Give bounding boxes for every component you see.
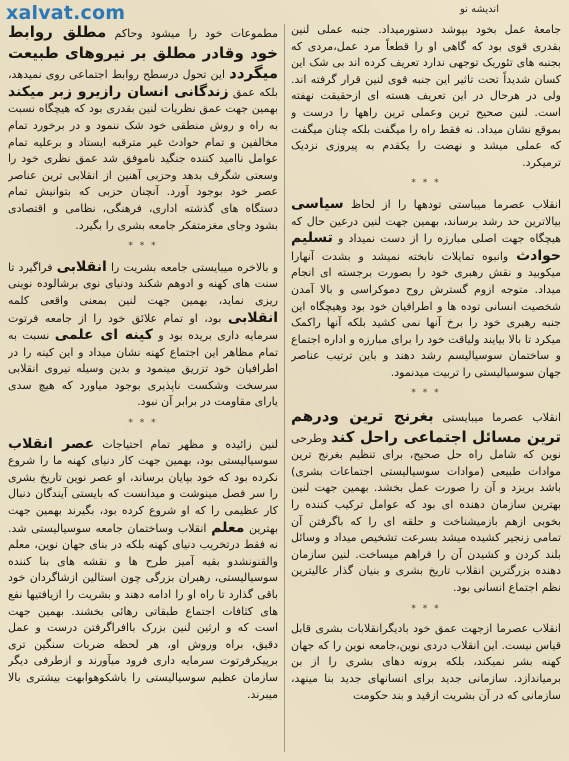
emphasis-text: سیاسی <box>291 195 344 212</box>
text-run: این تحول درسطح روابط اجتماعی روی نمیدهد، بلکه عمق <box>8 68 278 99</box>
emphasis-text: زندگانی انسان رازیرو زبر میکند <box>8 83 229 100</box>
paragraph <box>8 436 278 704</box>
text-run: و بالاخره میبایستی جامعه بشریت را <box>110 260 278 274</box>
section-separator: * * * <box>411 178 441 189</box>
emphasis-text: کینه ای علمی <box>54 327 153 344</box>
text-run: انقلاب وساختمان جامعه سوسیالیستی شد. نه فقط درتخریب دنیای کهنه بلکه در بنای جهان نوین، معلم والقنونشدو بقیه آمیز طرح ها و نقشه های بنا کننده سوسیالیستی، رهبران بزرگی چون استالین ازشاگردان خود باقی گذارد تا راه او را ادامه دهند و بشریت را ازیافتیها نفع های کثافات اجتماع طبقاتی رهائی بخشند. بهمین جهت است که و ارثین لنین بزرک باافراگرفتن درست و عمل دقیق، براه وروش او، هر لحظه ضربات سنگین تری برپیکرفرتوت سرمایه داری فرود میآورند و ازطرفی دیگر سازمان عظیم سوسیالیستی را باشکوهوابهت بیشتری بالا میبرند. <box>8 521 278 701</box>
text-run: انقلاب عصرما میبایستی <box>442 411 561 425</box>
right-column <box>291 22 561 754</box>
text-run: وانبوه تمایلات نابخته نمیشد و بشدت آنهارا میکوبید و نقش رهبری خود را بصورت برجسته ای انجام میداد. متوجه ازوم گسترش روح دموکراسی و بالا آمدن شخصیت انسانی توده ها و اطرافیان خود بود وهیچگاه این جنبه رهبری خود را برخ آنها نمی کشید بلکه آنها راکمک میکرد تا بالا بیایند ولیاقت خود را برای مبارزه و اداره اجتماع و ساختمان سوسیالیسم رشد دهند و باین ترتیب عناصر جهان سوسیالیستی را تربیت میدنمود. <box>291 249 561 379</box>
paragraph: جامعهٔ عمل بخود بپوشد دستورمیداد. جنبه عملی لنین بقدری قوی بود که گاهی او را قطعاً مرد عمل،مردی که بجنبه های تئوریک توجهی ندارد تعریف کرده اند بی شک این کسان شدیداً تحت تاثیر این جنبه قوی لنین قرار گرفته اند. ولی در هرحال در این تعریف هسته ای ازحقیقت نهفته است. لنین صحیح ترین وعملی ترین راهها را درست و بموقع نشان میداد. نه فقط راه را میگفت بلکه چنان میگفت که عملی میشد و نهضت را یکقدم به پیروزی نزدیک ترمیکرد. <box>291 23 561 169</box>
left-column <box>8 22 278 754</box>
paragraph <box>8 259 278 411</box>
paragraph: انقلاب عصرما ازجهت عمق خود بادیگرانقلابات بشری قابل قیاس نیست. این انقلاب دردی نوین،جامعه نوین را که جهان کهنه بشر نمیکند، بلکه برونه دهای بشری را از بن برمیاندازد. سازمانی جدید برای انسانهای جدید بنا مینهد، سازمانی که در آن بشریت ازقید و بند حکومت <box>291 622 561 702</box>
watermark-logo: xalvat.com <box>6 2 126 24</box>
text-run: بهمین جهت عمق نظریات لنین بقدری بود که هیچگاه نسبت به راه و روش منطقی خود شک ننمود و در برخورد تمام مخالفین و تمام حوادث غیر مترقبه ایستاد و برعلیه تمام عوامل ناامید کننده جنگید ناموفق شد عمق نظری خود را وسعتی شگرف بدهد وحزبی آهنین از انقلابی ترین عناصر عصر خود بوجود آورد. آنچنان حزبی که بتوانیش تمام دستگاه های گذشته اداری، فرهنگی، نظامی و اقتصادی بشود وجای مغزمتفکر جامعه بشری را بگیرد. <box>8 102 278 232</box>
column-divider <box>284 24 285 752</box>
running-head: اندیشه نو <box>459 4 499 15</box>
paragraph <box>8 22 278 234</box>
section-separator: * * * <box>411 603 441 614</box>
section-separator: * * * <box>411 388 441 399</box>
emphasis-text: معلم <box>211 519 245 536</box>
emphasis-text: انقلابی <box>227 309 278 326</box>
text-run: مطموعات خود را میشود وحاکم <box>114 27 278 40</box>
paragraph <box>291 406 561 597</box>
emphasis-text: عصر انقلاب <box>8 435 95 452</box>
section-separator: * * * <box>128 241 158 252</box>
text-run: فراگیرد تا سنت های کهنه و ادوهم شکند ودنیای نوی برشالوده نوینی ریزی نماید، بهمین جهت لنین بمعنی واقعی کلمه <box>8 260 278 307</box>
text-run: وطرحی نوین که شامل راه حل صحیح، برای تنظیم بغرنج ترین موادات طبیعی (موادات سوسیالیستی اجتماعات بشری) باشد بریزد و آن را صورت عمل بخشد. بهمین جهت لنین بهترین سازمان دهنده ای بود که عوامل ترکیب کننده را بخوبی ازهم بازمیشناخت و حلقه ای را که باگرفتن آن تمامی زنجیر کشیده میشد بسرعت تشخیص میداد و وسائل بلند کردن و کشیدن آن را فراهم میساخت. لنین سازمان دهنده بزرگترین انقلاب تاریخ بشری و بنیان گذار عالیترین نظم اجتماع انسانی بود. <box>291 431 561 594</box>
text-run: بیالاترین حد رشد برساند، بهمین جهت لنین درعین حال که هیچگاه جهت اصلی مبارزه را از دست نمیداد و <box>291 214 561 246</box>
emphasis-text: انقلابی <box>56 258 107 275</box>
text-run: بود، او تمام علائق خود را از جامعه فرتوت سرمایه داری بریده بود و <box>8 311 278 343</box>
text-run: نسبت به تمام مظاهر این اجتماع کهنه نشان میداد و این کینه را در اطرافیان خود تزریق مینمود و بدین وسیله نیروی انقلابی سرسخت وشکست ناپذیری بوجود میاورد که هیچ سدی یارای مقاومت در برابر آن نبود. <box>8 329 278 409</box>
paragraph <box>291 196 561 382</box>
emphasis-heading: مطلق روابط خود وقادر مطلق بر نیروهای طبیعت میگردد <box>8 23 278 83</box>
emphasis-text: تسلیم حوادث <box>291 230 561 264</box>
text-run: انقلاب عصرما میباستی تودهها را از لحاظ <box>350 197 561 211</box>
emphasis-heading: بغرنج ترین ودرهم ترین مسائل اجتماعی راحل کند <box>291 407 561 446</box>
section-separator: * * * <box>128 418 158 429</box>
text-run: لنین زائیده و مظهر تمام احتیاجات <box>102 437 278 451</box>
text-run: سوسیالیستی بود، بهمین جهت کار دنیای کهنه ما را شروع نکرده بود که خود بپایان برساند، او عصر نوین تاریخ بشری را سر فصل مینوشت و میدانست که بایستی آیندگان دنبال کار عظیمی را که او شروع کرده بود، بگیرند بهمین جهت بهترین <box>8 454 278 535</box>
